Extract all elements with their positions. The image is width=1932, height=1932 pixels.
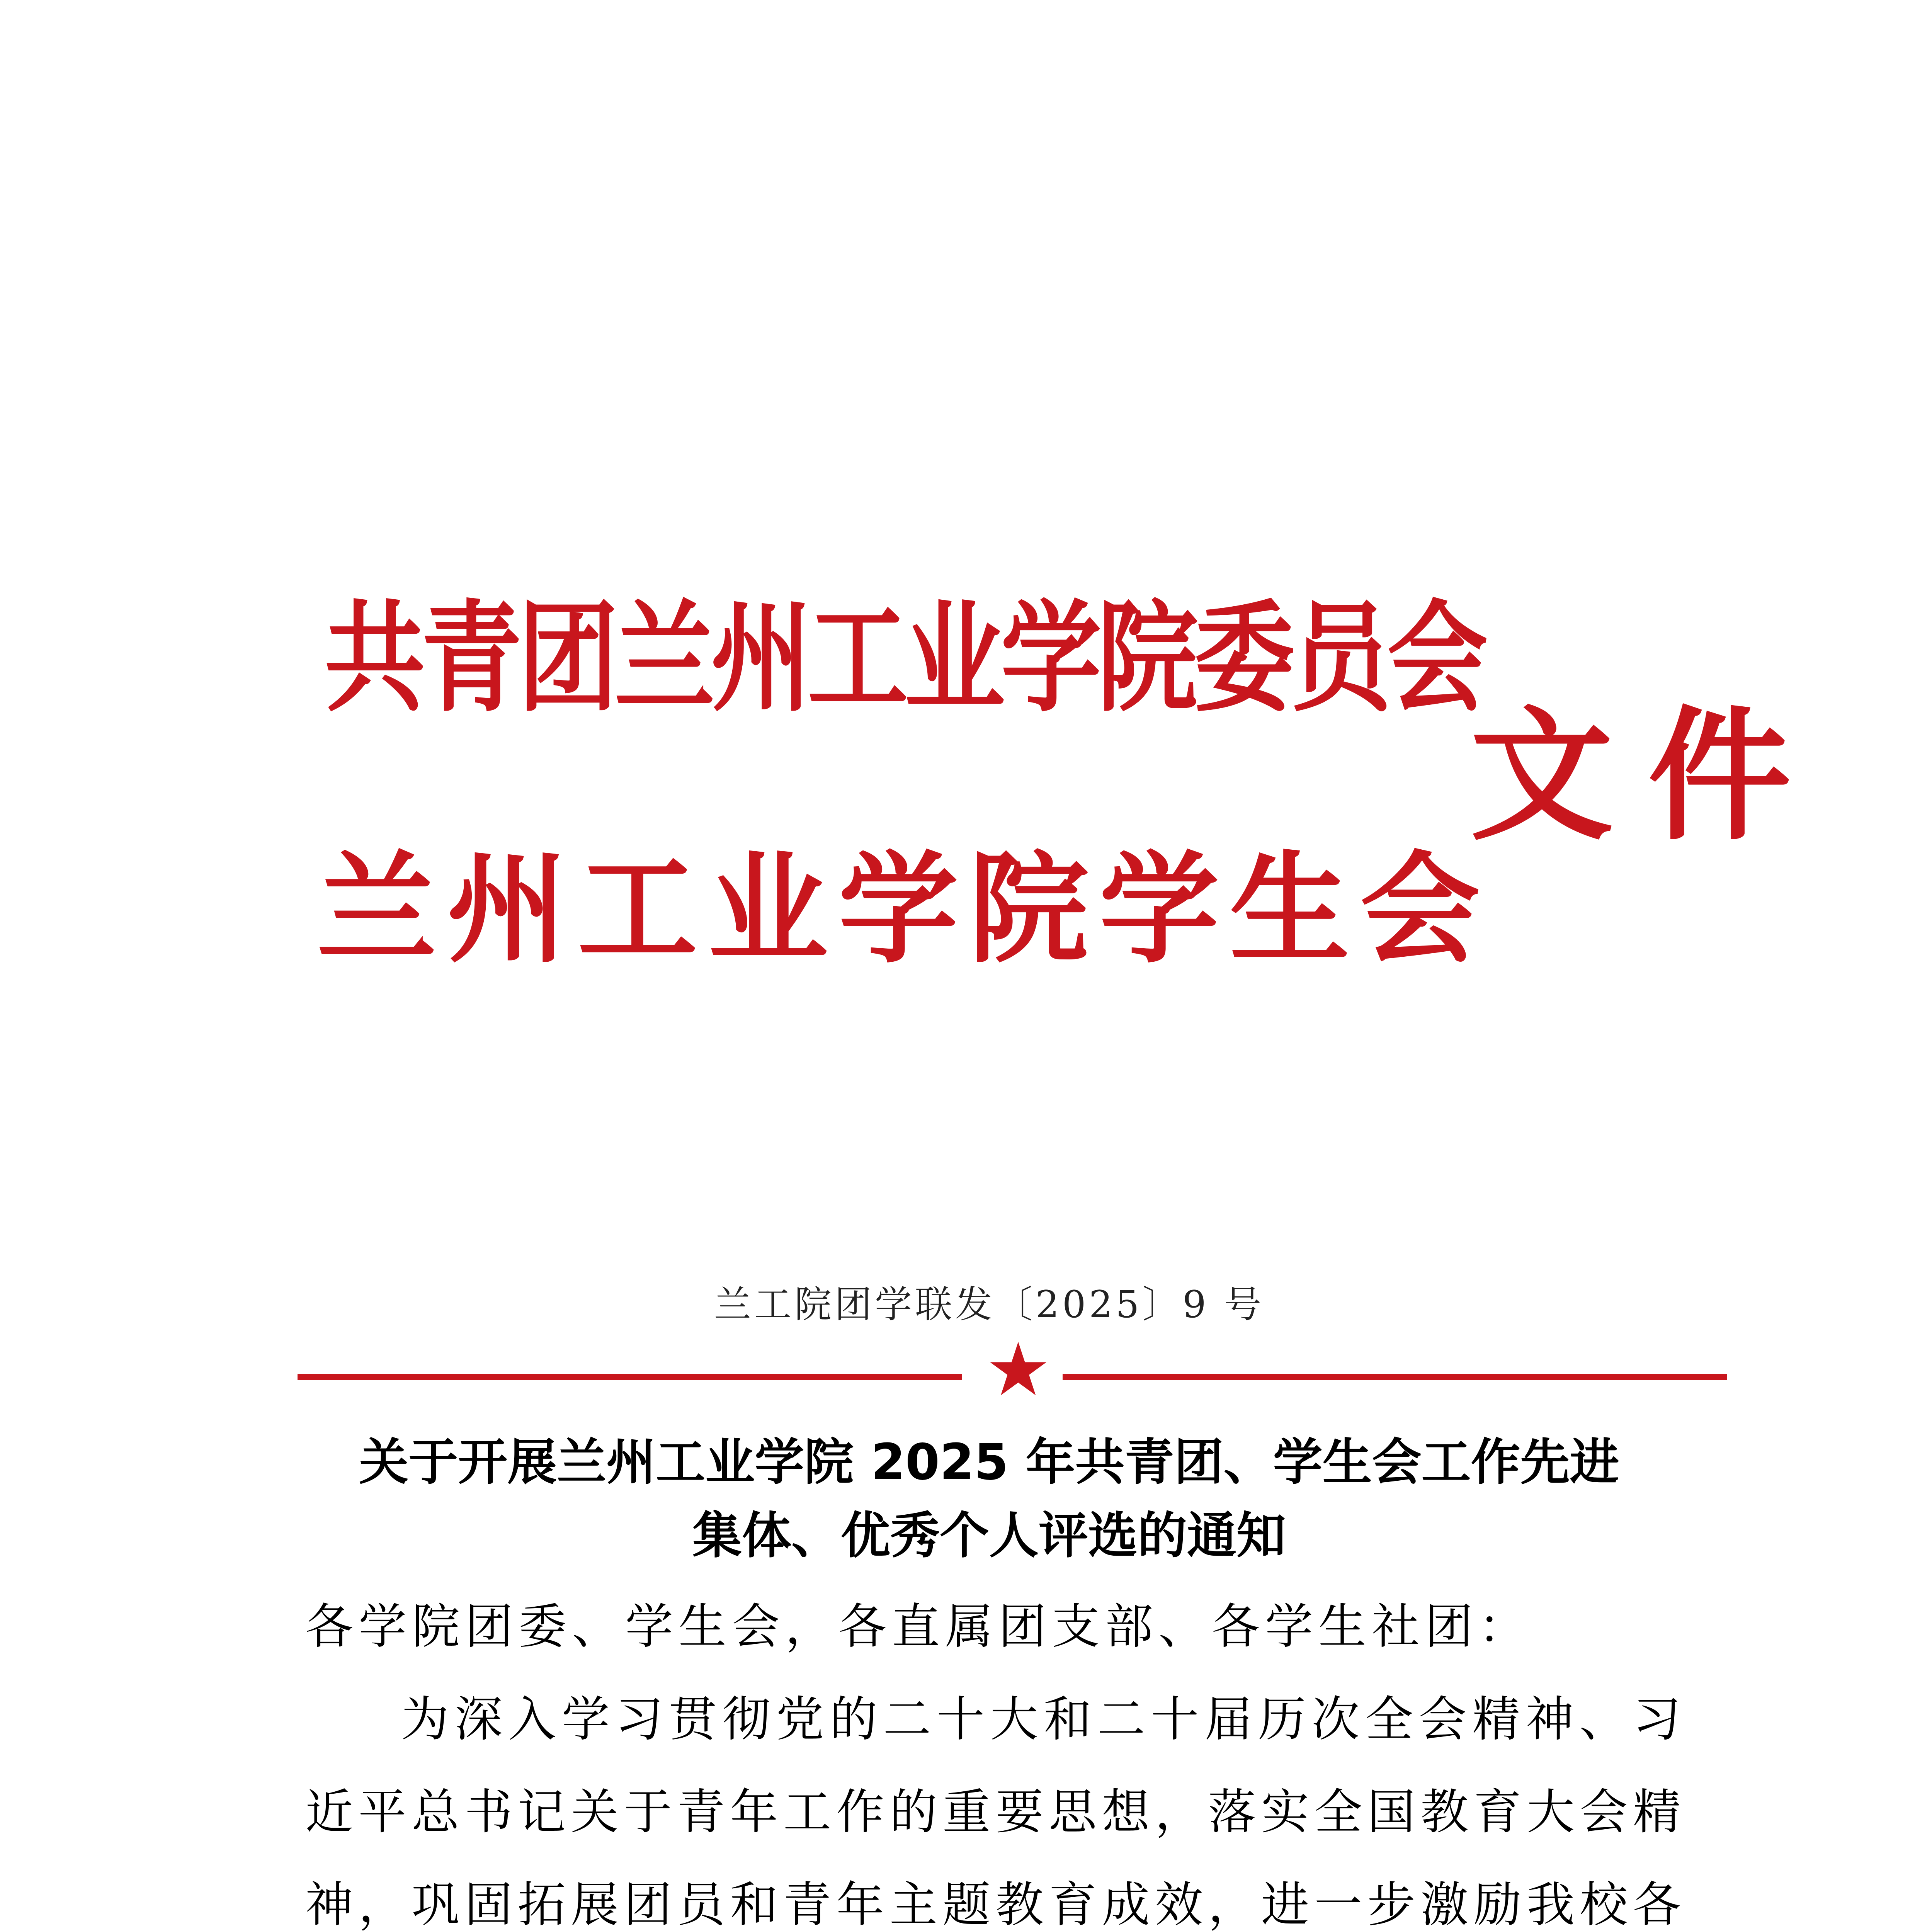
header-char: 学 [1001, 589, 1102, 728]
notice-title-line-2: 集体、优秀个人评选的通知 [692, 1507, 1286, 1565]
notice-title-line-1: 关于开展兰州工业学院 2025 年共青团、学生会工作先进 [359, 1434, 1619, 1491]
header-org-line-2 [317, 840, 1480, 980]
header-char: 学 [838, 840, 958, 980]
header-char: 州 [711, 589, 812, 728]
body-line: 近平总书记关于青年工作的重要思想，落实全国教育大会精 [305, 1784, 1681, 1840]
body-line: 神，巩固拓展团员和青年主题教育成效，进一步激励我校各 [305, 1877, 1681, 1932]
header-char: 青 [421, 589, 522, 728]
header-char: 业 [708, 840, 828, 980]
divider-line-right [1063, 1374, 1727, 1380]
salutation: 各学院团委、学生会，各直属团支部、各学生社团： [305, 1599, 1532, 1655]
header-char: 生 [1230, 840, 1350, 980]
header-char: 委 [1194, 589, 1295, 728]
header-char: 兰 [614, 589, 715, 728]
header-suffix-char: 件 [1648, 694, 1791, 860]
header-char: 工 [808, 589, 908, 728]
header-suffix-char: 文 [1470, 694, 1613, 860]
body-line: 为深入学习贯彻党的二十大和二十届历次全会精神、习 [401, 1692, 1681, 1747]
header-char: 院 [1097, 589, 1198, 728]
header-org-line-1 [317, 589, 1488, 728]
header-suffix [1461, 696, 1801, 858]
header-char: 业 [904, 589, 1005, 728]
header-char: 团 [518, 589, 619, 728]
header-char: 学 [1099, 840, 1219, 980]
header-char: 州 [447, 840, 567, 980]
header-char: 会 [1387, 589, 1488, 728]
star-icon: ★ [985, 1327, 1051, 1412]
header-char: 院 [969, 840, 1089, 980]
header-char: 共 [325, 589, 425, 728]
header-char: 工 [578, 840, 697, 980]
header-char: 员 [1291, 589, 1391, 728]
header-char: 会 [1360, 840, 1480, 980]
red-divider [298, 1327, 1727, 1412]
document-number: 兰工院团学联发〔2025〕9 号 [714, 1283, 1264, 1326]
divider-line-left [298, 1374, 962, 1380]
header-char: 兰 [317, 840, 437, 980]
